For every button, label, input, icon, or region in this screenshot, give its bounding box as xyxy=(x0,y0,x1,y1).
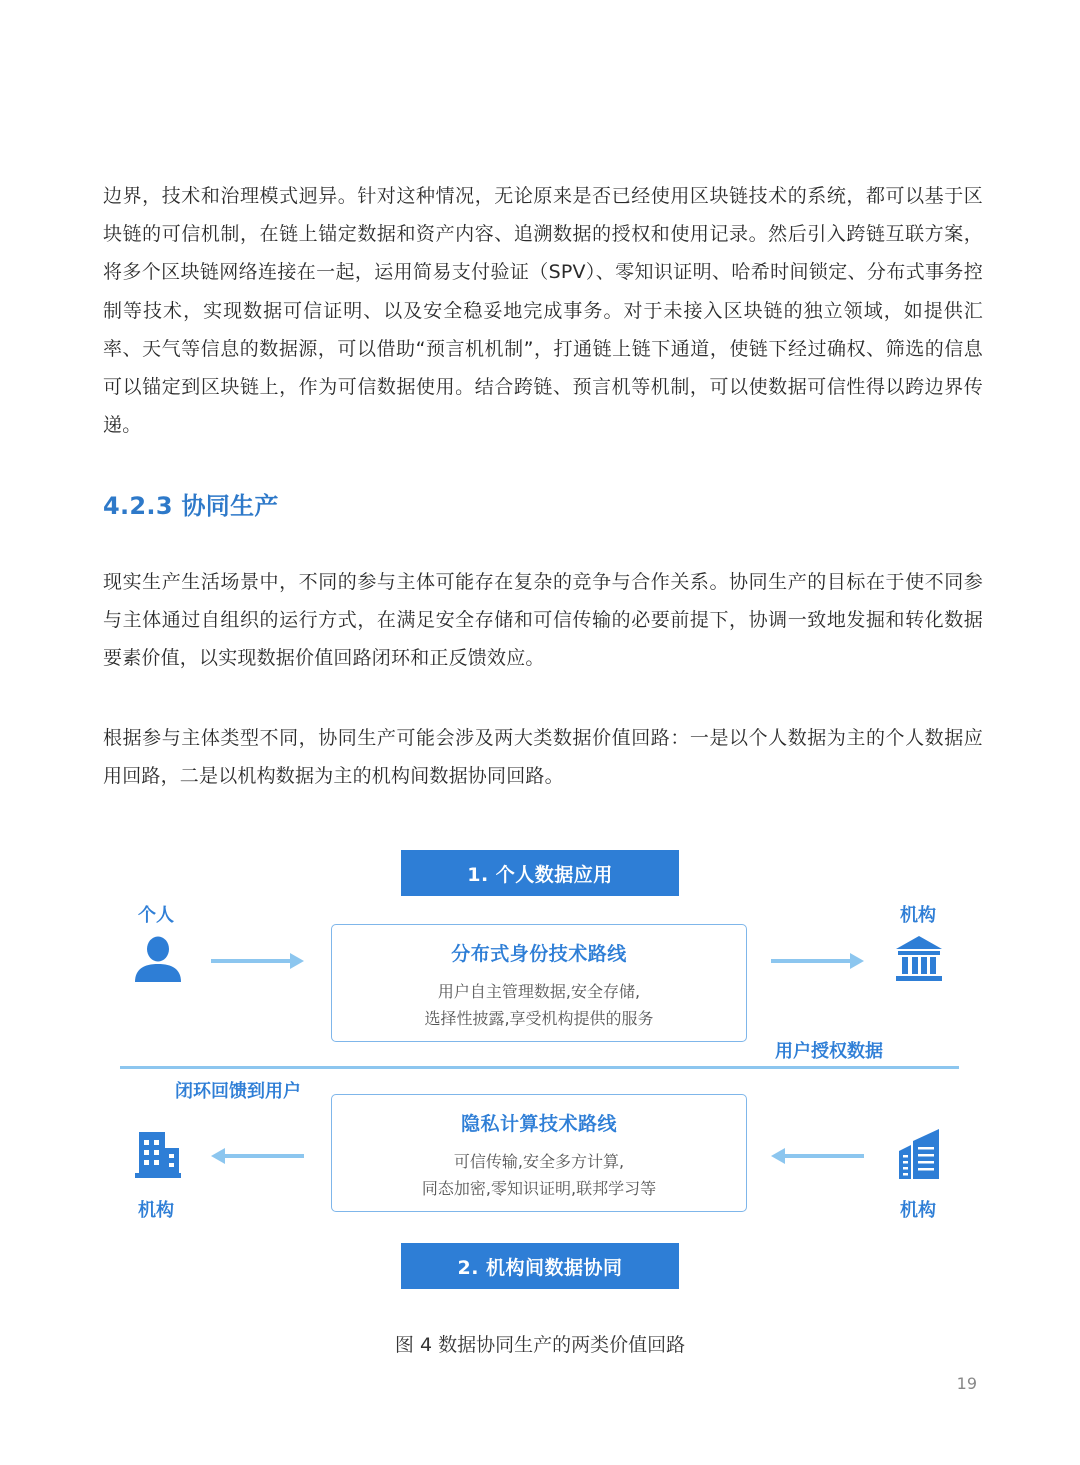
box-privacy-computing xyxy=(331,1094,747,1212)
arrow-org-to-box xyxy=(771,1152,864,1160)
arrow-person-to-box xyxy=(211,957,304,965)
label-person: 个人 xyxy=(138,905,174,926)
paragraph-collab: 现实生产生活场景中，不同的参与主体可能存在复杂的竞争与合作关系。协同生产的目标在于使不同参与主体通过自组织的运行方式，在满足安全存储和可信传输的必要前提下，协调一致地发掘和转化数据要素价值，以实现数据价值回路闭环和正反馈效应。 xyxy=(103,571,983,670)
box-distributed-identity xyxy=(331,924,747,1042)
box-bottom-title: 隐私计算技术路线 xyxy=(460,1113,617,1135)
paragraph-intro: 边界，技术和治理模式迥异。针对这种情况，无论原来是否已经使用区块链技术的系统，都可以基于区块链的可信机制，在链上锚定数据和资产内容、追溯数据的授权和使用记录。然后引入跨链互联方案，将多个区块链网络连接在一起，运用简易支付验证（SPV）、零知识证明、哈希时间锁定、分布式事务控制等技术，实现数据可信证明、以及安全稳妥地完成事务。对于未接入区块链的独立领域，如提供汇率、天气等信息的数据源，可以借助“预言机机制”，打通链上链下通道，使链下经过确权、筛选的信息可以锚定到区块链上，作为可信数据使用。结合跨链、预言机等机制，可以使数据可信性得以跨边界传递。 xyxy=(103,185,983,437)
page-number: 19 xyxy=(956,1374,977,1393)
box-top-title: 分布式身份技术路线 xyxy=(451,943,627,965)
box-bottom-line2: 同态加密,零知识证明,联邦学习等 xyxy=(421,1179,657,1198)
arrow-box-to-org xyxy=(771,957,864,965)
label-org-bottom-left: 机构 xyxy=(138,1200,174,1221)
paragraph-loops: 根据参与主体类型不同，协同生产可能会涉及两大类数据价值回路：一是以个人数据为主的个人数据应用回路，二是以机构数据为主的机构间数据协同回路。 xyxy=(103,727,983,788)
bank-icon xyxy=(895,936,943,982)
label-user-authorized-data: 用户授权数据 xyxy=(775,1041,883,1062)
box-bottom-line1: 可信传输,安全多方计算, xyxy=(453,1152,625,1171)
section-heading: 4.2.3 协同生产 xyxy=(103,492,279,520)
label-org-bottom-right: 机构 xyxy=(900,1200,936,1221)
banner-personal-data: 1. 个人数据应用 xyxy=(401,850,679,896)
office-building-icon xyxy=(135,1132,181,1178)
box-top-line2: 选择性披露,享受机构提供的服务 xyxy=(424,1009,654,1028)
label-feedback-to-user: 闭环回馈到用户 xyxy=(175,1081,301,1102)
figure-caption: 图 4 数据协同生产的两类价值回路 xyxy=(394,1334,686,1356)
box-top-line1: 用户自主管理数据,安全存储, xyxy=(437,982,641,1001)
divider-line xyxy=(120,1066,959,1069)
arrow-box-to-org-left xyxy=(211,1152,304,1160)
skyscraper-icon xyxy=(897,1129,943,1179)
person-icon xyxy=(134,936,182,982)
label-org-top-right: 机构 xyxy=(900,905,936,926)
banner-inter-org-collab: 2. 机构间数据协同 xyxy=(401,1243,679,1289)
